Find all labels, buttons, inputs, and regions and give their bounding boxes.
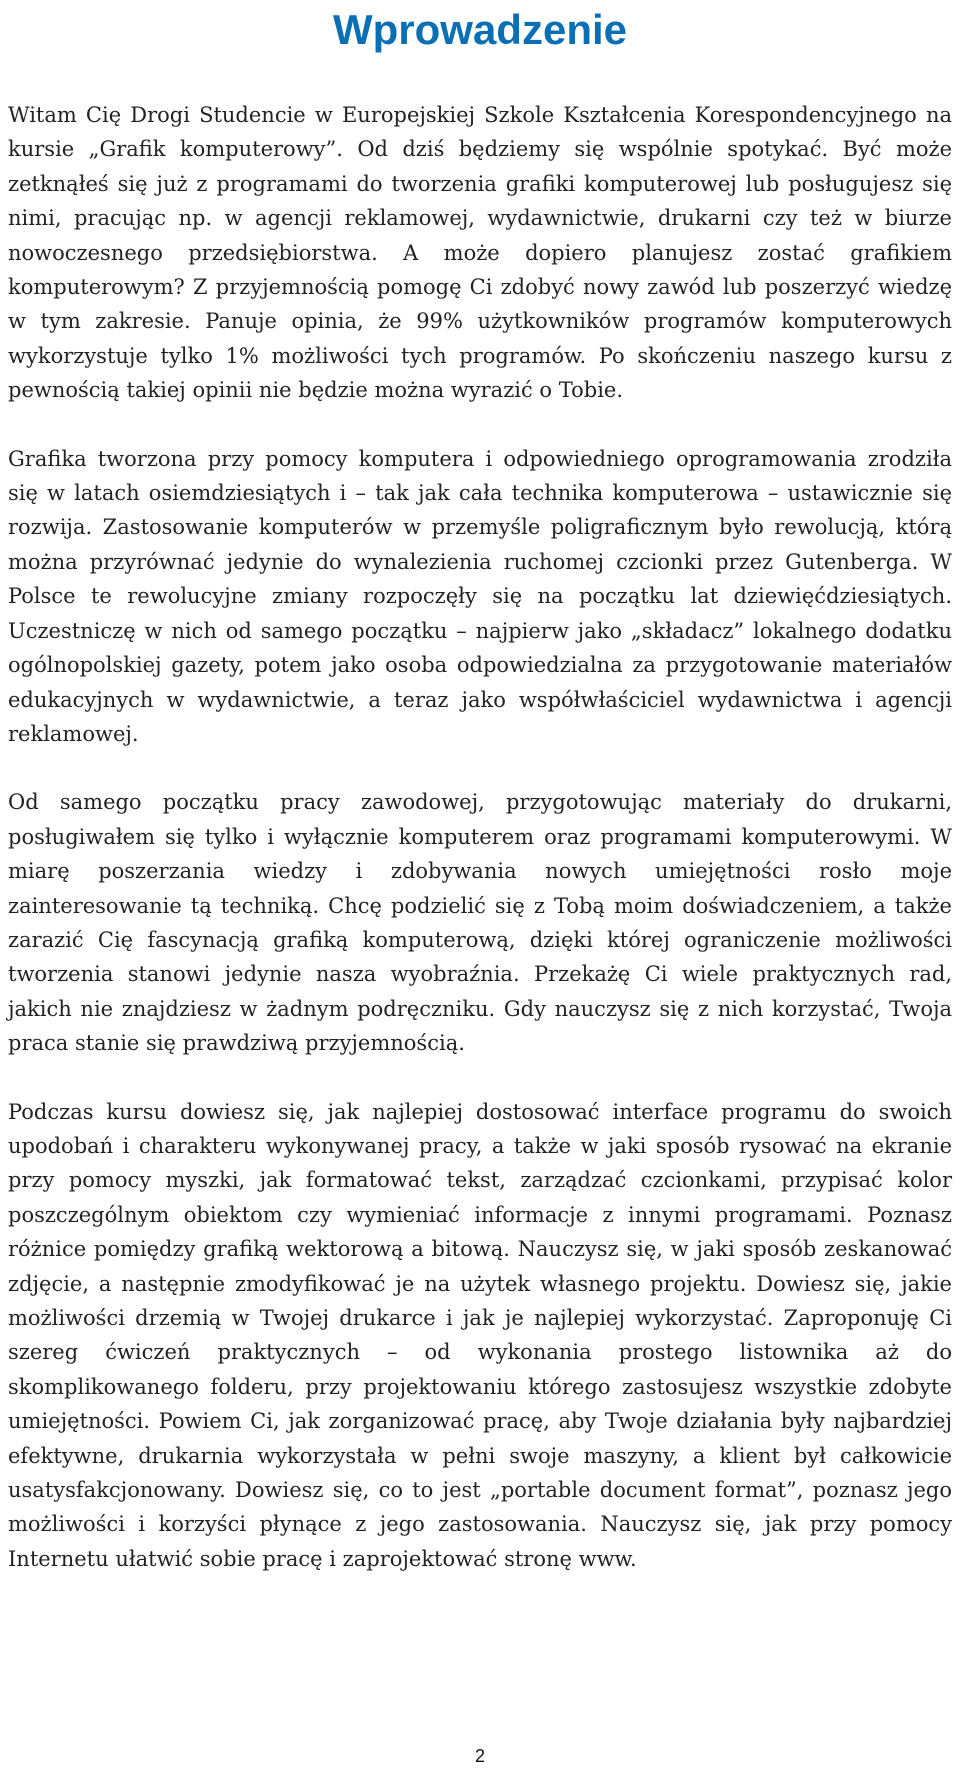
paragraph-4: Podczas kursu dowiesz się, jak najlepiej dostosować interface programu do swoich upodobań i charakteru wykonywanej pracy, a także w jaki sposób rysować na ekranie przy pomocy myszki, jak formatować tekst, zarządzać czcionkami, przypisać kolor poszczególnym obiektom czy wymieniać informacje z innymi programami. Poznasz różnice pomiędzy grafiką wektorową a bitową. Nauczysz się, w jaki sposób zeskanować zdjęcie, a następnie zmodyfikować je na użytek własnego projektu. Dowiesz się, jakie możliwości drzemią w Twojej drukarce i jak je najlepiej wykorzystać. Zaproponuję Ci szereg ćwiczeń praktycznych – od wykonania prostego listownika aż do skomplikowanego folderu, przy projektowaniu którego zastosujesz wszystkie zdobyte umiejętności. Powiem Ci, jak zorganizować pracę, aby Twoje działania były najbardziej efektywne, drukarnia wykorzystała w pełni swoje maszyny, a klient był całkowicie usatysfakcjonowany. Dowiesz się, co to jest „portable document format”, poznasz jego możliwości i korzyści płynące z jego zastosowania. Nauczysz się, jak przy pomocy Internetu ułatwić sobie pracę i zaprojektować stronę www.: [8, 1099, 952, 1571]
body-text: [8, 98, 952, 1576]
page-title: Wprowadzenie: [332, 6, 628, 53]
paragraph-2: Grafika tworzona przy pomocy komputera i odpowiedniego oprogramowania zrodziła się w latach osiemdziesiątych i – tak jak cała technika komputerowa – ustawicznie się rozwija. Zastosowanie komputerów w przemyśle poligraficznym było rewolucją, którą można przyrównać jedynie do wynalezienia ruchomej czcionki przez Gutenberga. W Polsce te rewolucyjne zmiany rozpoczęły się na początku lat dziewięćdziesiątych. Uczestniczę w nich od samego początku – najpierw jako „składacz” lokalnego dodatku ogólnopolskiej gazety, potem jako osoba odpowiedzialna za przygotowanie materiałów edukacyjnych w wydawnictwie, a teraz jako współwłaściciel wydawnictwa i agencji reklamowej.: [8, 446, 952, 746]
page-number: 2: [474, 1746, 485, 1766]
paragraph-1: Witam Cię Drogi Studencie w Europejskiej Szkole Kształcenia Korespondencyjnego na kursie „Grafik komputerowy”. Od dziś będziemy się wspólnie spotykać. Być może zetknąłeś się już z programami do tworzenia grafiki komputerowej lub posługujesz się nimi, pracując np. w agencji reklamowej, wydawnictwie, drukarni czy też w biurze nowoczesnego przedsiębiorstwa. A może dopiero planujesz zostać grafikiem komputerowym? Z przyjemnością pomogę Ci zdobyć nowy zawód lub poszerzyć wiedzę w tym zakresie. Panuje opinia, że 99% użytkowników programów komputerowych wykorzystuje tylko 1% możliwości tych programów. Po skończeniu naszego kursu z pewnością takiej opinii nie będzie można wyrazić o Tobie.: [8, 103, 952, 403]
paragraph-3: Od samego początku pracy zawodowej, przygotowując materiały do drukarni, posługiwałem się tylko i wyłącznie komputerem oraz programami komputerowymi. W miarę poszerzania wiedzy i zdobywania nowych umiejętności rosło moje zainteresowanie tą techniką. Chcę podzielić się z Tobą moim doświadczeniem, a także zarazić Cię fascynacją grafiką komputerową, dzięki której ograniczenie możliwości tworzenia stanowi jedynie nasza wyobraźnia. Przekażę Ci wiele praktycznych rad, jakich nie znajdziesz w żadnym podręczniku. Gdy nauczysz się z nich korzystać, Twoja praca stanie się prawdziwą przyjemnością.: [8, 790, 952, 1056]
